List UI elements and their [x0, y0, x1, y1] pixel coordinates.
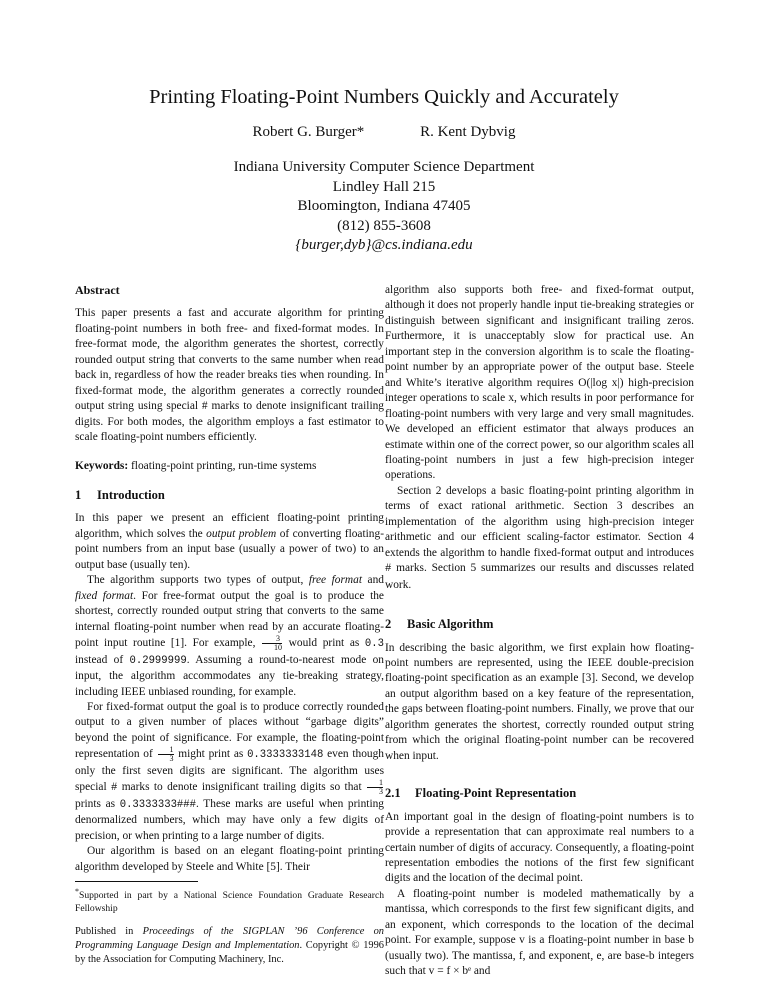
fraction-numerator: 1 — [169, 745, 174, 755]
section-2-number: 2 — [385, 617, 392, 632]
section-1-number: 1 — [75, 487, 82, 502]
author-1: Robert G. Burger* — [252, 124, 365, 140]
right-p2-text-2: marks. Section 5 summarizes our results and discusses related work. — [385, 562, 694, 591]
affiliation-phone: (812) 855-3608 — [337, 217, 431, 234]
keywords-text: floating-point printing, run-time systems — [131, 459, 317, 472]
keywords-line — [75, 459, 384, 474]
section-2-1-heading — [385, 786, 694, 801]
intro-p1-text-2: of converting floating-point numbers from an input base (usually a power of two) to an output base (usually ten). — [75, 527, 384, 571]
affiliation-city: Bloomington, Indiana 47405 — [297, 198, 471, 214]
right-paragraph-2 — [385, 484, 694, 593]
right-p2-text: Section 2 develops a basic floating-point printing algorithm in terms of exact rational arithmetic. Section 3 describes an implementation of the algorithm using high-precision integer arithmetic and our efficient scaling-factor estimator. Section 4 extends the algorithm to handle fixed-format output and introduces — [385, 484, 694, 559]
fraction-denominator: 10 — [262, 643, 282, 652]
footnote-marker: * — [75, 887, 79, 897]
intro-p2-text-4: would print as — [283, 637, 365, 650]
affiliation-email: {burger,dyb}@cs.indiana.edu — [295, 237, 473, 253]
author-list — [0, 124, 768, 141]
intro-p2-text-2: and — [362, 574, 384, 587]
section-2-1-number: 2.1 — [385, 786, 401, 801]
code-hash: # — [110, 782, 118, 795]
intro-paragraph-4: Our algorithm is based on an elegant floating-point printing algorithm developed by Steele and White [5]. Their — [75, 845, 384, 873]
section-1-title: Introduction — [97, 487, 165, 502]
intro-paragraph-3 — [75, 700, 384, 844]
intro-p2-text: The algorithm supports two types of output, — [87, 574, 309, 587]
section-2-heading — [385, 617, 694, 632]
intro-p3-text: For fixed-format output the goal is to produce correctly rounded output to a given number of places without “garbage digits” beyond the point of significance. For example, the floating-point representation of — [75, 700, 384, 761]
footnote — [75, 886, 384, 915]
intro-p2-em-fixed: fixed format — [75, 589, 134, 602]
publication-copyright: . Copyright © 1996 by the Association for Computing Machinery, Inc. — [75, 940, 384, 965]
right-column — [385, 283, 694, 980]
publication-text: Published in — [75, 926, 143, 938]
affiliation-dept: Indiana University Computer Science Department — [233, 159, 535, 175]
section-2-1-title: Floating-Point Representation — [415, 786, 577, 801]
intro-p1-emphasis: output problem — [206, 527, 277, 540]
code-0-3333333148: 0.3333333148 — [247, 749, 324, 762]
publication-note — [75, 925, 384, 966]
intro-p3-text-3: even though only the first seven digits are significant. The algorithm uses special — [75, 748, 384, 794]
intro-p2-text-3: . For free-format output the goal is to produce the shortest, correctly rounded output string that converts to the same internal floating-point number when read by an accurate floating-point input routine [1]. For example, — [75, 589, 384, 650]
section-2-title: Basic Algorithm — [407, 617, 494, 632]
intro-p2-text-5: instead of — [75, 653, 130, 666]
keywords-label: Keywords: — [75, 459, 129, 472]
intro-p2-text-6: . Assuming a round-to-nearest mode on input, the algorithm accommodates any tie-breaking strategy, including IEEE unbiased rounding, for example. — [75, 653, 385, 698]
intro-p2-em-free: free format — [308, 574, 363, 587]
section-2-1-paragraph-2: A floating-point number is modeled mathematically by a mantissa, which corresponds to the first few significant digits, and an exponent, which corresponds to the location of the decimal point. For example, suppose v is a floating-point number in base b (usually two). The mantissa, f, and exponent, e, are base-b integers such that v = f × bᵉ and — [385, 887, 694, 978]
code-hash-right: # — [385, 563, 392, 576]
intro-paragraph-2 — [75, 573, 384, 700]
intro-p3-text-5: prints as — [75, 797, 120, 810]
paper-title: Printing Floating-Point Numbers Quickly and Accurately — [149, 86, 619, 108]
abstract-text: This paper presents a fast and accurate algorithm for printing floating-point numbers in both free- and fixed-format modes. In free-format mode, the algorithm generates the shortest, correctly rounded output string that converts to the same number when read back in, regardless of how the reader breaks ties when rounding. In fixed-format mode, the algorithm generates a correctly rounded output string using special # marks to denote insignificant trailing digits. For both modes, the algorithm employs a fast estimator to scale floating-point numbers efficiently. — [75, 307, 384, 444]
fraction-denominator: 3 — [158, 754, 174, 763]
section-2-1-paragraph-1: An important goal in the design of floating-point numbers is to provide a representation that can approximate real numbers to a certain number of digits of accuracy. Consequently, a floating-point representation embodies the notions of the first few significant digits and the location of the decimal point. — [385, 810, 694, 885]
code-0-3: 0.3 — [364, 638, 384, 651]
intro-p1-text: In this paper we present an efficient floating-point printing algorithm, which solves the — [75, 512, 384, 540]
section-1-heading — [75, 488, 384, 503]
intro-p3-text-4: marks to denote insignificant trailing digits so that — [117, 781, 366, 794]
affiliation-building: Lindley Hall 215 — [332, 178, 436, 195]
fraction-1-3-second — [367, 779, 383, 796]
footnote-text: Supported in part by a National Science Foundation Graduate Research Fellowship — [75, 890, 384, 914]
fraction-numerator: 3 — [276, 634, 281, 644]
fraction-denominator: 3 — [367, 787, 383, 796]
intro-p3-text-6: . These marks are useful when printing denormalized numbers, which may have only a few digits of precision, or when printing to a large number of digits. — [75, 797, 384, 842]
author-2: R. Kent Dybvig — [420, 124, 516, 140]
publication-venue: Proceedings of the SIGPLAN ’96 Conference on Programming Language Design and Implementation — [75, 926, 384, 952]
abstract-heading: Abstract — [75, 283, 120, 297]
affiliation-block — [0, 158, 768, 256]
intro-p3-text-2: might print as — [174, 748, 248, 761]
section-2-paragraph: In describing the basic algorithm, we first explain how floating-point numbers are represented, using the IEEE double-precision floating-point specification as an example [3]. Second, we develop an output algorithm based on a key feature of the representation, the gaps between floating-point numbers. Finally, we prove that our algorithm generates the shortest, correctly rounded output string from which the original floating-point number can be recovered when input. — [385, 641, 694, 762]
left-column — [75, 283, 384, 967]
right-paragraph-1: algorithm also supports both free- and fixed-format output, although it does not properly handle input tie-breaking strategies or distinguish between significant and insignificant trailing zeros. Furthermore, it is unacceptably slow for practical use. An important step in the conversion algorithm is to scale the floating-point number by an appropriate power of the output base. Steele and White’s iterative algorithm requires O(|log x|) high-precision integer operations to scale x, which results in poor performance for floating-point numbers with very large and very small magnitudes. We developed an efficient estimator that always produces an estimate within one of the correct power, so our algorithm scales all floating-point numbers in just a few high-precision integer operations. — [385, 284, 694, 482]
fraction-3-10 — [262, 635, 282, 652]
footnote-rule — [75, 881, 198, 882]
code-0-3333333-hashes: 0.3333333### — [119, 798, 197, 811]
fraction-numerator: 1 — [378, 778, 383, 788]
intro-paragraph-1 — [75, 511, 384, 573]
code-0-2999999: 0.2999999 — [129, 654, 187, 667]
fraction-1-3 — [158, 746, 174, 763]
